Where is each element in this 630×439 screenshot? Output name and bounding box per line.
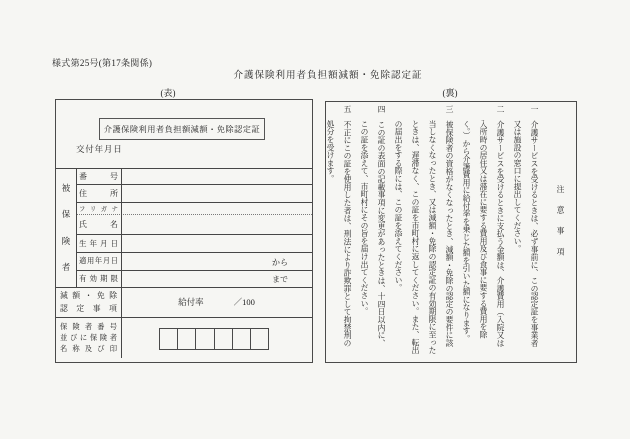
note-line: 当しなくなったとき、又は減額・免除の認定証の有効期限に至った: [428, 120, 437, 354]
note-line: の届出をする際には、この証を添えてください。: [394, 120, 403, 292]
insurer-number-cell: [250, 329, 268, 349]
back-side-label: (裏): [442, 88, 458, 98]
field-label-apply-date: 適 用 年 月 日: [79, 257, 118, 265]
note-line: く。）から介護費用に給付率を乗じた額を引いた額になります。: [462, 120, 471, 343]
insurer-number-cell: [160, 329, 177, 349]
note-line: 二 介護サービスを受けるときに支払う金額は、介護費用（入院又は: [496, 105, 505, 347]
field-label-expiry: 有 効 期 限: [79, 274, 118, 283]
benefit-rate-row: [121, 287, 312, 317]
column-divider: [121, 168, 122, 358]
notes-block: [326, 102, 576, 362]
field-label-address: 住 所: [79, 188, 118, 198]
insurer-number-cell: [232, 329, 250, 349]
benefit-rate-value: ／100: [233, 297, 255, 307]
note-line: ときは、遅滞なく、この証を市町村に返してください。また、転出: [411, 120, 420, 354]
front-card: [55, 99, 313, 363]
insured-group-label: 被 保 険 者: [61, 183, 71, 272]
field-label-birthdate: 生 年 月 日: [79, 238, 118, 248]
field-label-name: 氏 名: [79, 219, 118, 229]
issue-date-label: 交付年月日: [76, 144, 123, 154]
note-line: この証を添えて、市町村にその旨を届け出てください。: [360, 120, 369, 315]
insurer-number-boxes: [159, 328, 269, 350]
note-line: 又は施設の窓口に提出してください。: [513, 120, 522, 253]
expiry-suffix: まで: [272, 275, 288, 284]
insurer-number-cell: [195, 329, 213, 349]
apply-date-suffix: から: [272, 258, 288, 267]
front-side-label: (表): [160, 88, 176, 98]
reduction-section-label: 減 額 ・ 免 除 認 定 事 項: [60, 291, 117, 313]
field-label-furigana: フ リ ガ ナ: [79, 205, 118, 213]
insurer-section-label: 保 険 者 番 号 並 び に 保 険 者 名 称 及 び 印: [60, 321, 117, 353]
insurer-number-cell: [177, 329, 195, 349]
note-line: 四 この証の表面の記載事項に変更があったときは、十四日以内に、: [377, 105, 386, 347]
note-line: 処分を受けます。: [326, 120, 335, 183]
field-label-number: 番 号: [79, 171, 118, 181]
notes-header: 注意事項: [556, 185, 565, 269]
note-line: 入所時の居住又は滞在に要する費用及び食事に要する費用を除: [479, 120, 488, 339]
back-card: [325, 101, 577, 363]
benefit-rate-label: 給付率: [178, 297, 204, 307]
form-code-label: 様式第25号(第17条関係): [52, 58, 153, 68]
note-line: 三 被保険者の資格がなくなったとき、減額・免除の認定の要件に該: [445, 105, 454, 347]
document-title: 介護保険利用者負担額減額・免除認定証: [233, 71, 423, 81]
note-line: 五 不正にこの証を使用した者は、刑法により詐欺罪として拘禁刑の: [343, 105, 352, 347]
card-title-box: [99, 118, 265, 140]
insurer-number-cell: [214, 329, 232, 349]
note-line: 一 介護サービスを受けるときは、必ず事前に、この認定証を事業者: [530, 105, 539, 347]
card-title: 介護保険利用者負担額減額・免除認定証: [103, 124, 261, 134]
